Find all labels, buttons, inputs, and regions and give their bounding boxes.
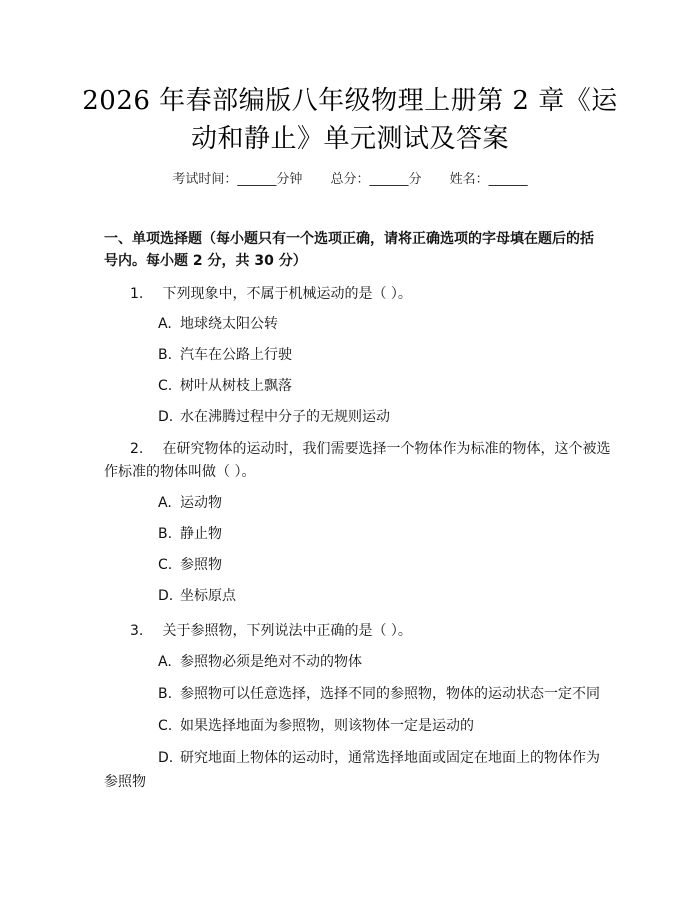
question-text: 关于参照物，下列说法中正确的是（ ）。 [162, 623, 412, 639]
exam-score: 总分：______分 [330, 172, 422, 187]
question-1-option-b: B. 汽车在公路上行驶 [158, 347, 292, 363]
question-3-option-b: B. 参照物可以任意选择，选择不同的参照物，物体的运动状态一定不同 [158, 686, 600, 702]
question-1-option-d: D. 水在沸腾过程中分子的无规则运动 [158, 409, 390, 425]
question-text: 下列现象中，不属于机械运动的是（ ）。 [162, 286, 412, 302]
question-number: 2. [130, 441, 144, 457]
question-2-option-a: A. 运动物 [158, 495, 222, 511]
document-title [80, 82, 620, 158]
title-line-1: 2026 年春部编版八年级物理上册第 2 章《运 [82, 86, 618, 116]
question-2-option-c: C. 参照物 [158, 557, 222, 573]
section-heading-line-2: 号内。每小题 2 分，共 30 分） [104, 253, 307, 269]
question-3-option-d: D. 研究地面上物体的运动时，通常选择地面或固定在地面上的物体作为 [158, 750, 600, 766]
exam-meta [0, 168, 700, 187]
question-3-option-d-cont: 参照物 [104, 774, 146, 790]
question-2-text-cont: 作标准的物体叫做（ ）。 [104, 464, 256, 480]
question-text: 在研究物体的运动时，我们需要选择一个物体作为标准的物体，这个被选 [162, 441, 611, 457]
question-1 [130, 282, 412, 306]
question-2-option-d: D. 坐标原点 [158, 588, 236, 604]
exam-name: 姓名：______ [449, 172, 528, 187]
question-1-option-c: C. 树叶从树枝上飘落 [158, 378, 292, 394]
question-number: 1. [130, 286, 144, 302]
section-heading [104, 228, 604, 272]
section-heading-line-1: 一、单项选择题（每小题只有一个选项正确，请将正确选项的字母填在题后的括 [104, 231, 594, 247]
question-3-option-c: C. 如果选择地面为参照物，则该物体一定是运动的 [158, 718, 474, 734]
question-3 [130, 619, 412, 643]
question-1-option-a: A. 地球绕太阳公转 [158, 316, 278, 332]
question-3-option-a: A. 参照物必须是绝对不动的物体 [158, 654, 362, 670]
title-line-2: 动和静止》单元测试及答案 [190, 124, 509, 154]
question-2-option-b: B. 静止物 [158, 526, 222, 542]
question-2 [130, 437, 610, 461]
question-number: 3. [130, 623, 144, 639]
exam-time: 考试时间：______分钟 [172, 172, 303, 187]
